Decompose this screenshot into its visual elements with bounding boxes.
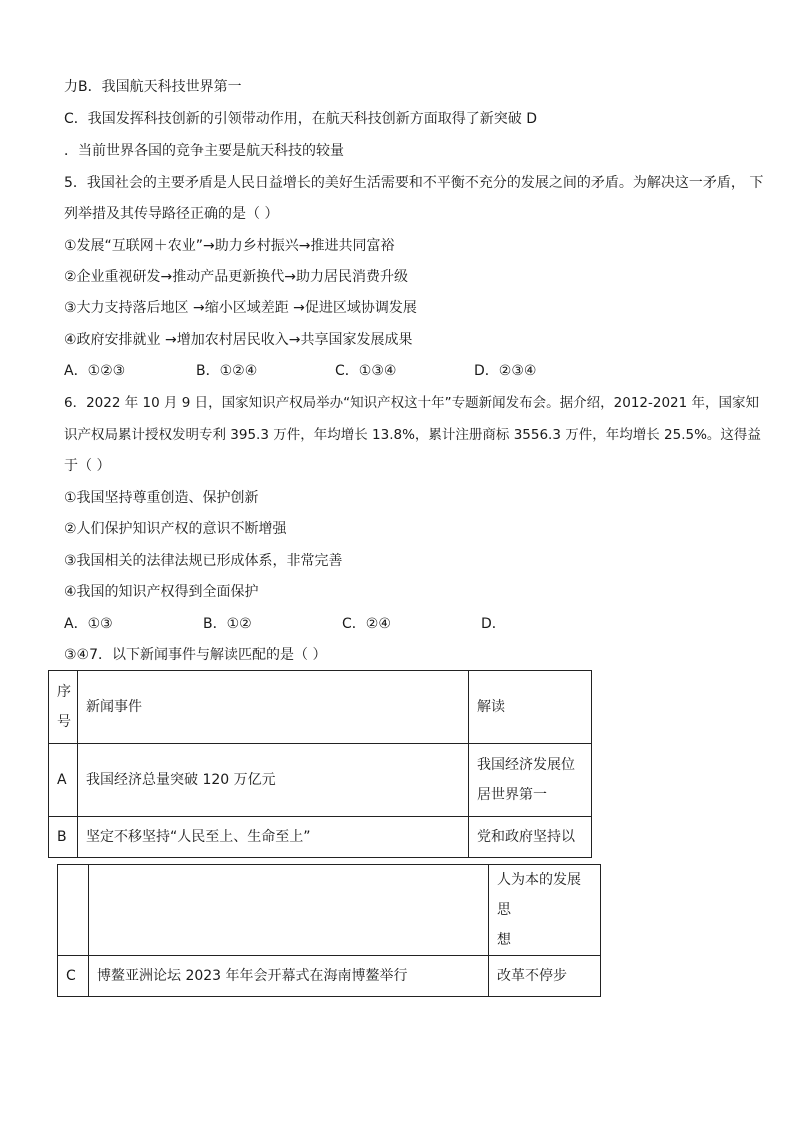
- header-number-line1: 序: [57, 684, 71, 700]
- row-b-interp: 党和政府坚持以: [469, 817, 592, 858]
- row-b-event: 坚定不移坚持“人民至上、生命至上”: [78, 817, 469, 858]
- header-number-line2: 号: [57, 714, 71, 730]
- header-event-cell: 新闻事件: [78, 671, 469, 744]
- table-row: [49, 744, 592, 817]
- question-6-choice-c: C．②④: [342, 616, 391, 632]
- question-6-choice-b: B．①②: [203, 616, 252, 632]
- continued-interp-line1: 人为本的发展思: [497, 872, 581, 918]
- question-6-choice-a: A．①③: [64, 616, 113, 632]
- question-5-item-4: ④政府安排就业 →增加农村居民收入→共享国家发展成果: [64, 332, 413, 348]
- question-5-item-3: ③大力支持落后地区 →缩小区域差距 →促进区域协调发展: [64, 300, 417, 316]
- question-5-choice-d: D．②③④: [474, 363, 537, 379]
- row-b-number: B: [49, 817, 78, 858]
- row-a-interp: [469, 744, 592, 817]
- line-option-b: 力B．我国航天科技世界第一: [64, 79, 242, 95]
- question-5-stem-line1: 5．我国社会的主要矛盾是人民日益增长的美好生活需要和不平衡不充分的发展之间的矛盾。为解决这一矛盾， 下: [64, 175, 764, 191]
- question-6-stem-line2: 识产权局累计授权发明专利 395.3 万件，年均增长 13.8%，累计注册商标 3556.3 万件，年均增长 25.5%。这得益: [64, 427, 761, 443]
- continued-interp-line2: 想: [497, 932, 511, 948]
- question-5-stem-line2: 列举措及其传导路径正确的是（ ）: [64, 206, 279, 222]
- line-option-d: ．当前世界各国的竞争主要是航天科技的较量: [64, 143, 344, 159]
- row-a-interp-line1: 我国经济发展位: [477, 757, 575, 773]
- row-c-number: C: [58, 956, 89, 997]
- question-5-choice-a: A．①②③: [64, 363, 126, 379]
- news-table-part2: [57, 864, 601, 997]
- table-header-row: [49, 671, 592, 744]
- continued-number-cell: [58, 865, 89, 956]
- row-c-interp: 改革不停步: [489, 956, 601, 997]
- header-number-cell: [49, 671, 78, 744]
- table-row: [58, 956, 601, 997]
- line-option-c: C．我国发挥科技创新的引领带动作用，在航天科技创新方面取得了新突破 D: [64, 111, 538, 127]
- news-table-part1: [48, 670, 592, 858]
- question-7-stem: ③④7．以下新闻事件与解读匹配的是（ ）: [64, 647, 327, 663]
- table-row: [58, 865, 601, 956]
- row-c-event: 博鳌亚洲论坛 2023 年年会开幕式在海南博鳌举行: [89, 956, 489, 997]
- question-5-choice-c: C．①③④: [335, 363, 397, 379]
- row-a-event: 我国经济总量突破 120 万亿元: [78, 744, 469, 817]
- question-6-choice-d: D．: [481, 616, 506, 632]
- row-a-interp-line2: 居世界第一: [477, 787, 547, 803]
- header-interp-cell: 解读: [469, 671, 592, 744]
- question-6-item-4: ④我国的知识产权得到全面保护: [64, 584, 259, 600]
- table-row: [49, 817, 592, 858]
- question-6-item-1: ①我国坚持尊重创造、保护创新: [64, 490, 259, 506]
- question-6-stem-line3: 于（ ）: [64, 458, 111, 474]
- question-5-item-2: ②企业重视研发→推动产品更新换代→助力居民消费升级: [64, 269, 409, 285]
- question-5-item-1: ①发展“互联网＋农业”→助力乡村振兴→推进共同富裕: [64, 238, 395, 254]
- question-6-stem-line1: 6．2022 年 10 月 9 日，国家知识产权局举办“知识产权这十年”专题新闻发布会。据介绍，2012-2021 年，国家知: [64, 395, 760, 411]
- question-6-item-3: ③我国相关的法律法规已形成体系，非常完善: [64, 553, 343, 569]
- row-a-number: A: [49, 744, 78, 817]
- continued-event-cell: [89, 865, 489, 956]
- continued-interp-cell: [489, 865, 601, 956]
- question-5-choice-b: B．①②④: [196, 363, 258, 379]
- question-6-item-2: ②人们保护知识产权的意识不断增强: [64, 521, 287, 537]
